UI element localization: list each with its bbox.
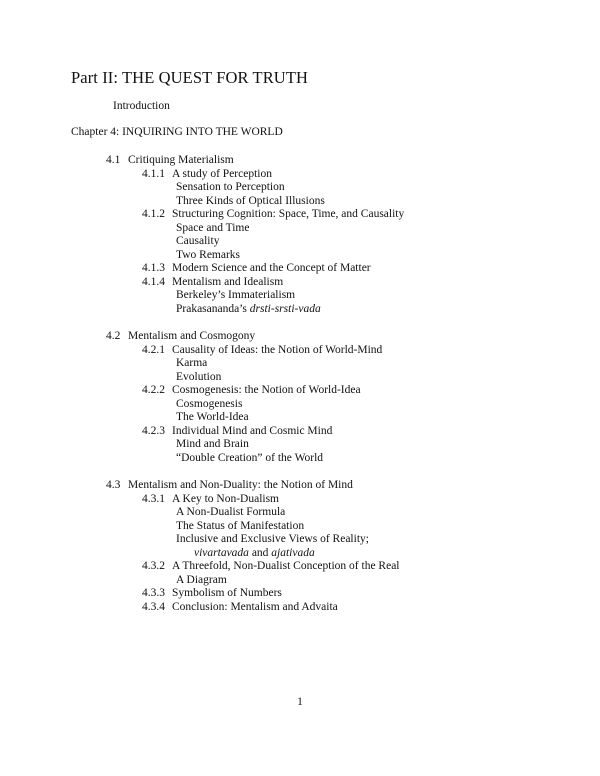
toc-item: Evolution — [176, 371, 222, 383]
subsection-4-1-1: 4.1.1 A study of Perception — [142, 168, 272, 180]
toc-item: Prakasananda’s drsti-srsti-vada — [176, 303, 321, 315]
toc-item: “Double Creation” of the World — [176, 452, 324, 464]
toc-item: Mind and Brain — [176, 438, 249, 450]
subsection-4-2-2: 4.2.2 Cosmogenesis: the Notion of World-Idea — [142, 384, 361, 396]
subsection-4-2-3: 4.2.3 Individual Mind and Cosmic Mind — [142, 425, 333, 437]
italic-term: ajativada — [271, 547, 315, 559]
subsection-4-3-4: 4.3.4 Conclusion: Mentalism and Advaita — [142, 601, 338, 613]
subsection-4-1-4: 4.1.4 Mentalism and Idealism — [142, 276, 284, 288]
page-number: 1 — [297, 696, 303, 708]
subsection-4-2-1: 4.2.1 Causality of Ideas: the Notion of World-Mind — [142, 344, 383, 356]
toc-item: Inclusive and Exclusive Views of Reality; — [176, 533, 369, 545]
subsection-4-1-3: 4.1.3 Modern Science and the Concept of Matter — [142, 262, 371, 274]
toc-item: Space and Time — [176, 222, 250, 234]
toc-item: A Non-Dualist Formula — [176, 506, 286, 518]
toc-item: Two Remarks — [176, 249, 241, 261]
toc-item: Three Kinds of Optical Illusions — [176, 195, 325, 207]
subsection-4-1-2: 4.1.2 Structuring Cognition: Space, Time, and Causality — [142, 208, 405, 220]
italic-term: vivartavada — [194, 547, 249, 559]
section-4-1: 4.1 Critiquing Materialism — [106, 154, 234, 166]
toc-item: The World-Idea — [176, 411, 249, 423]
subsection-4-3-1: 4.3.1 A Key to Non-Dualism — [142, 493, 280, 505]
part-title: Part II: THE QUEST FOR TRUTH — [71, 68, 309, 87]
toc-item: Berkeley’s Immaterialism — [176, 289, 296, 301]
toc-item: A Diagram — [176, 574, 227, 586]
section-4-2: 4.2 Mentalism and Cosmogony — [106, 330, 256, 342]
toc-item: Sensation to Perception — [176, 181, 285, 193]
toc-item-italic-terms: vivartavada and ajativada — [194, 547, 315, 559]
toc-item: Causality — [176, 235, 220, 247]
section-4-3: 4.3 Mentalism and Non-Duality: the Notion of Mind — [106, 479, 353, 491]
italic-term: drsti-srsti-vada — [249, 303, 321, 315]
subsection-4-3-2: 4.3.2 A Threefold, Non-Dualist Conception of the Real — [142, 560, 400, 572]
introduction-entry: Introduction — [113, 100, 170, 112]
subsection-4-3-3: 4.3.3 Symbolism of Numbers — [142, 587, 282, 599]
toc-item: The Status of Manifestation — [176, 520, 305, 532]
toc-item: Cosmogenesis — [176, 398, 243, 410]
toc-item: Karma — [176, 357, 208, 369]
chapter-heading: Chapter 4: INQUIRING INTO THE WORLD — [71, 126, 283, 138]
